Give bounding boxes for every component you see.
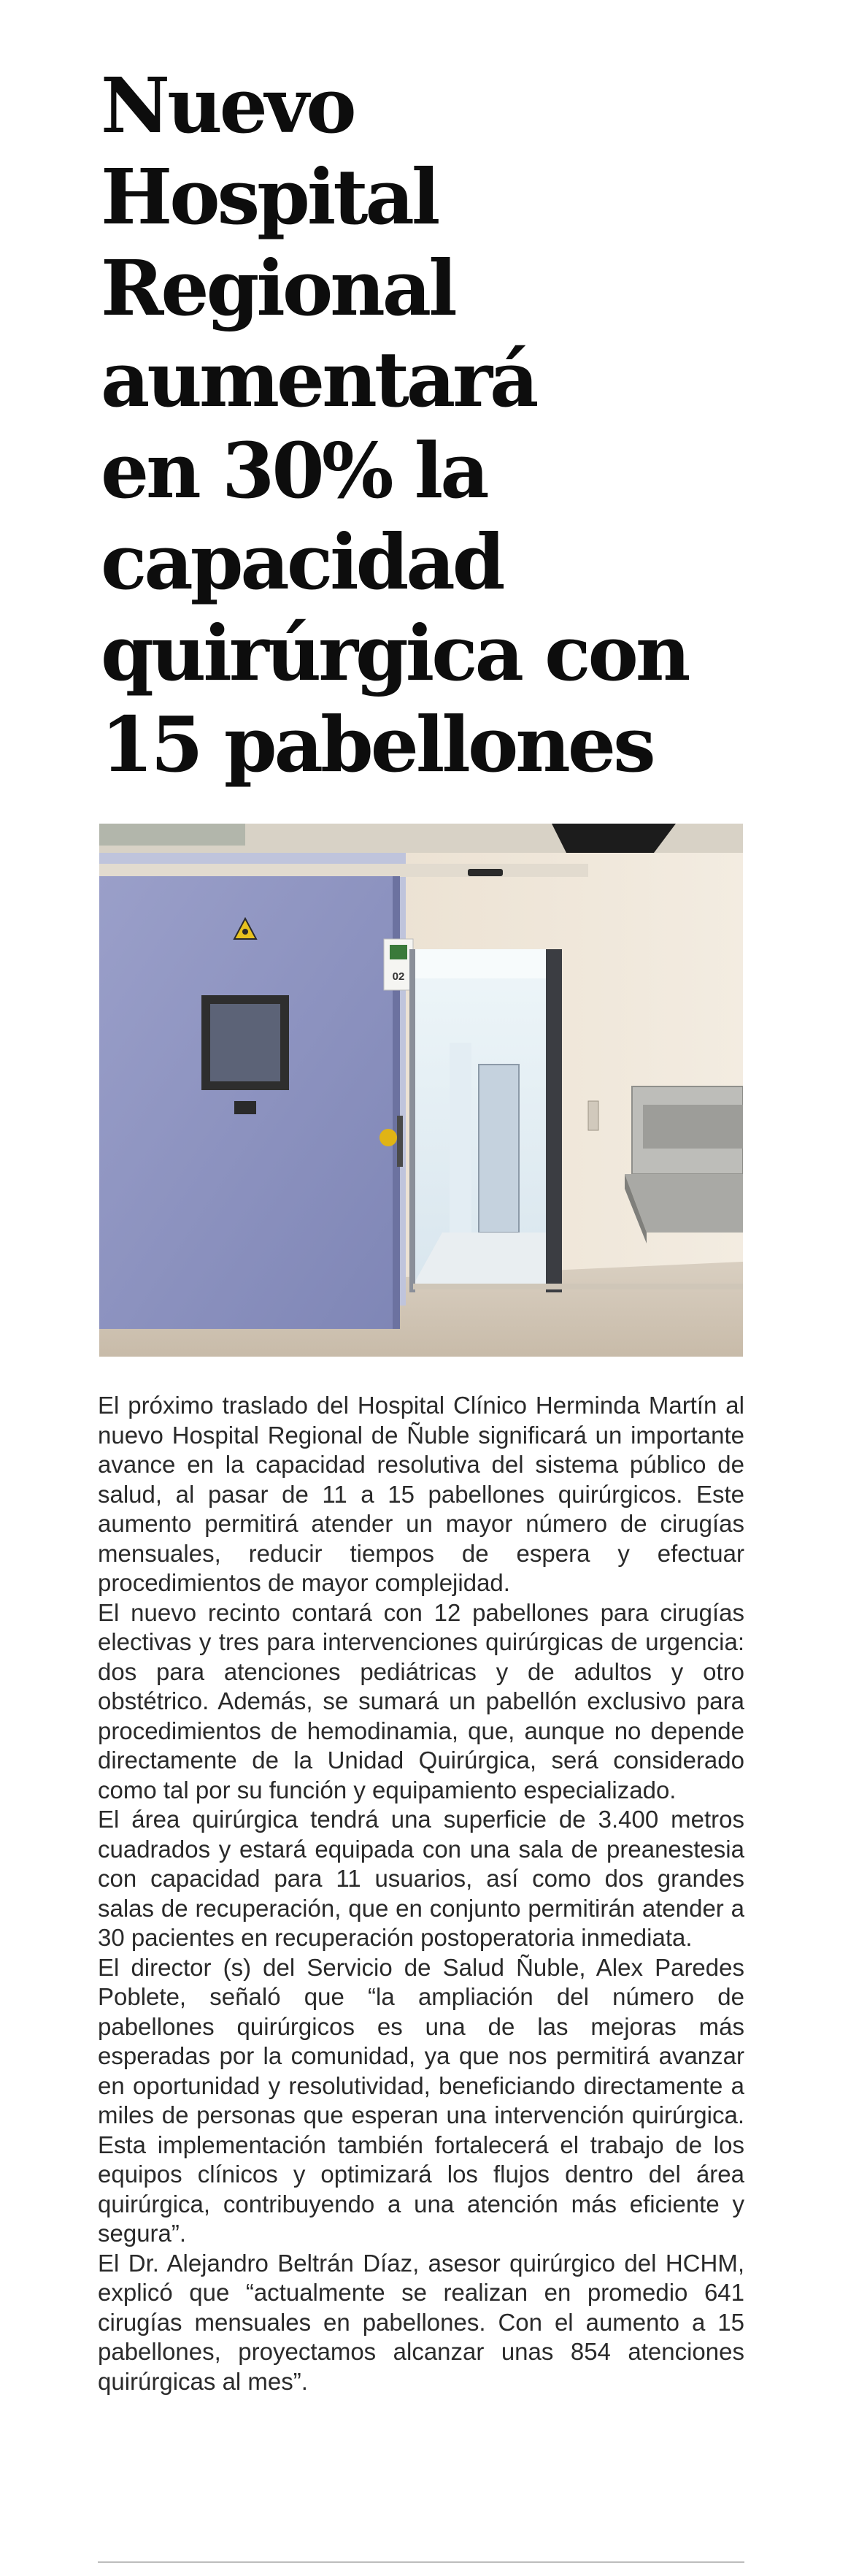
door-frame (546, 949, 562, 1292)
operating-room-door-illustration (99, 824, 743, 1357)
headline-line: Nuevo (101, 61, 354, 150)
door-button (379, 1129, 397, 1146)
headline-line: Hospital (101, 152, 438, 242)
headline-line: en 30% la (101, 426, 487, 515)
bottom-divider (98, 2561, 744, 2563)
headline-line: quirúrgica con (101, 608, 688, 698)
article-paragraph: El área quirúrgica tendrá una superficie de 3.400 metros cuadrados y estará equipada con una sala de preanestesia con capacidad para 11 usuarios, así como dos grandes salas de recuperación, que en conjunto permitirán atender a 30 pacientes en recuperación postoperatoria inmediata. (98, 1806, 744, 1951)
headline-line: Regional (101, 243, 455, 333)
article-photo (99, 824, 743, 1357)
article-paragraph: El Dr. Alejandro Beltrán Díaz, asesor quirúrgico del HCHM, explicó que “actualmente se realizan en promedio 641 cirugías mensuales en pabellones. Con el aumento a 15 pabellones, proyectamos alcanzar unas 854 atenciones quirúrgicas al mes”. (98, 2249, 744, 2395)
article-headline (101, 60, 772, 790)
door-number: 02 (392, 970, 405, 983)
headline-line: capacidad (101, 517, 503, 607)
headline-line: aumentará (101, 334, 536, 424)
article-paragraph: El próximo traslado del Hospital Clínico Herminda Martín al nuevo Hospital Regional de Ñuble significará un importante avance en la capacidad resolutiva del sistema público de salud, al pasar de 11 a 15 pabellones quirúrgicos. Este aumento permitirá atender un mayor número de cirugías mensuales, reducir tiempos de espera y efectuar procedimientos de mayor complejidad. (98, 1392, 744, 1596)
article-paragraph: El director (s) del Servicio de Salud Ñuble, Alex Paredes Poblete, señaló que “la ampliación del número de pabellones quirúrgicos es una de las mejoras más esperadas por la comunidad, ya que nos permitirá avanzar en oportunidad y resolutividad, beneficiando directamente a miles de personas que esperan una intervención quirúrgica. Esta implementación también fortalecerá el trabajo de los equipos clínicos y optimizará los flujos dentro del área quirúrgica, contribuyendo a una atención más eficiente y segura”. (98, 1953, 744, 2247)
ceiling-opening (552, 824, 676, 853)
headline-line: 15 pabellones (101, 699, 653, 789)
article-body (98, 1391, 744, 2396)
article-paragraph: El nuevo recinto contará con 12 pabellones para cirugías electivas y tres para intervenciones quirúrgicas de urgencia: dos para atenciones pediátricas y de adultos y otro obstétrico. Además, se sumará un pabellón exclusivo para procedimientos de hemodinamia, que, aunque no depende directamente de la Unidad Quirúrgica, será considerado como tal por su función y equipamiento especializado. (98, 1598, 744, 1803)
